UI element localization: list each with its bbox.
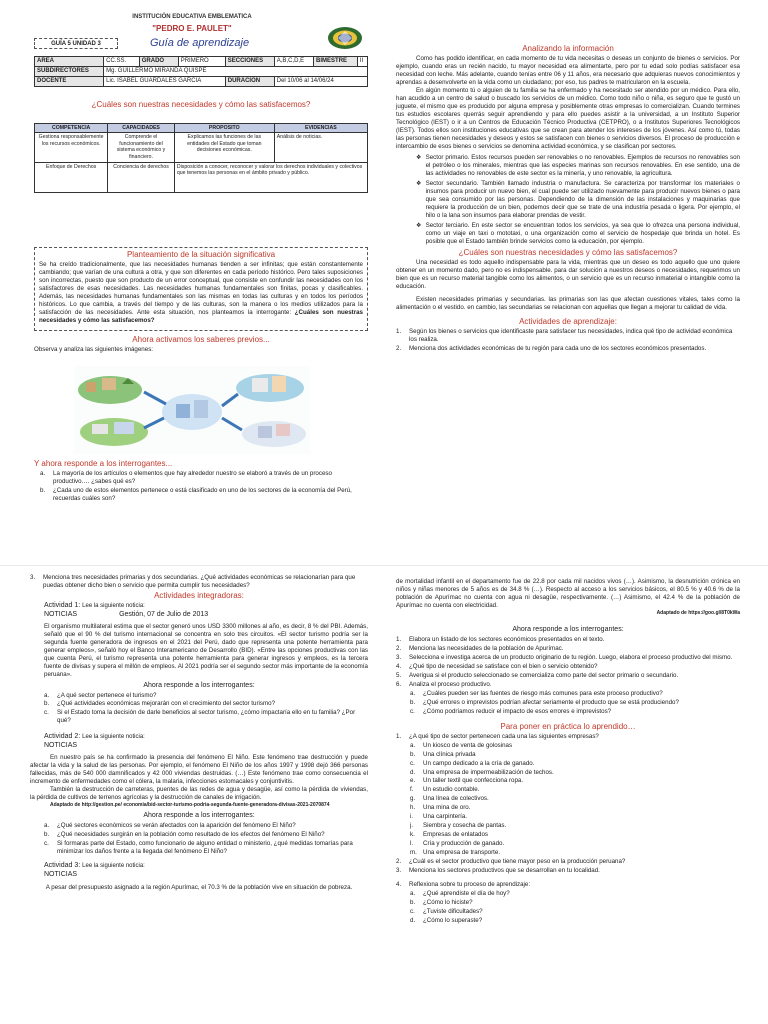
situation-text — [39, 261, 363, 325]
item-text: La mayoría de los artículos o elementos que hay alrededor nuestro se elaboró a través de un proceso productivo…. ¿sabes qué es? — [53, 470, 332, 486]
item-marker: c. — [410, 759, 415, 767]
item-marker: 5. — [396, 671, 402, 679]
diamond-bullet-icon: ❖ — [416, 221, 422, 229]
item-text: Menciona los sectores productivos que se desarrollan en tu localidad. — [409, 866, 600, 874]
item-text: Una empresa de transporte. — [423, 848, 501, 856]
news-date: Gestión, 07 de Julio de 2013 — [119, 611, 209, 619]
item-marker: a. — [44, 691, 50, 699]
respond1-section — [34, 459, 368, 504]
list-item — [44, 822, 368, 830]
item-marker: a. — [44, 822, 50, 830]
list-item — [40, 470, 368, 486]
duration-value: Del 10/06 al 14/06/24 — [274, 77, 367, 87]
item-marker: b. — [410, 750, 416, 758]
item-marker: 3. — [30, 574, 36, 581]
item-text: ¿Qué tipo de necesidad se satisface con el bien o servicio obtenido? — [409, 662, 598, 670]
activity2-label: Actividad 2: — [44, 733, 81, 741]
sector-tertiary-text: Sector terciario. En este sector se encuentran todos los servicios, ya sea que lo ofrezca una persona individual, como un viaje en taxi o mototaxi, o una organización como el servicio de hospedaje que brinda un hotel. Es posible que el Estado también brinde servicios como la educación, por ejemplo. — [425, 221, 740, 245]
diamond-bullet-icon: ❖ — [416, 154, 422, 162]
analysis-p3: Una necesidad es todo aquello indispensable para la vida, mientras que un deseo es todo aquello que uno quiere obtener en un momento dado, pero no es indispensable. para dar solución a nuestros deseos o necesidades, requerimos un bien que es un recurso material tangible como los alimentos, o un servicio que es un recurso inmaterial o intangible como la educación. — [396, 259, 740, 290]
item-marker: g. — [410, 795, 416, 803]
item-marker: a. — [410, 689, 416, 697]
item-text: ¿Cómo lo hiciste? — [423, 898, 473, 906]
item-text: ¿Tuviste dificultades? — [423, 907, 483, 915]
sector-secondary-text: Sector secundario. También llamado industria o manufactura. Se caracteriza por transformar los materiales o insumos para producir un nuevo bien, el cual puede ser utilizado nuevamente para producir nuevos bienes o para que sea consumido por las personas. Dependiendo de la dimensión de las instalaciones y maquinarias que requiere la producción de un bien, podemos decir que se trate de una industria pesada o ligera. Por ejemplo, el hilo o la lana son insumos para elaborar prendas de vestir. — [425, 180, 740, 220]
bimester-value: II — [357, 57, 367, 67]
list-item — [410, 786, 740, 794]
list-item — [396, 328, 740, 344]
item-text: ¿Cuáles pueden ser las fuentes de riesgo más comunes para este proceso productivo? — [423, 689, 663, 697]
item-text: Un campo dedicado a la cría de ganado. — [423, 759, 535, 767]
list-item — [410, 813, 740, 821]
analysis-p4: Existen necesidades primarias y secundarias. las primarias son las que afectan cuestiones vitales, tales como la alimentación o el vestido. en cambio, las secundarias se relacionan con aquellas que llegan a mejorar tu calidad de vida. — [396, 295, 740, 311]
previous-instruction: Observa y analiza las siguientes imágenes: — [34, 346, 154, 353]
main-question: ¿Cuáles son nuestras necesidades y cómo las satisfacemos? — [91, 100, 311, 109]
list-item — [396, 654, 740, 662]
item-text: Si el Estado toma la decisión de darle beneficios al sector turismo, ¿cómo impactaría ello en tu familia? ¿Por qué? — [57, 709, 356, 725]
item-text: ¿Qué necesidades surgirán en la población como resultado de los efectos del fenómeno El Niño? — [57, 831, 325, 839]
activity2 — [44, 733, 368, 751]
list-item — [410, 760, 740, 768]
list-item — [396, 636, 740, 644]
item-text: ¿Qué actividades económicas mejorarán con el crecimiento del sector turismo? — [57, 700, 276, 708]
sector-primary-text: Sector primario. Estos recursos pueden ser renovables o no renovables. Ejemplos de recursos no renovables son el petróleo o los minerales, mientras que las especies marinas son recursos renovables. En ese sentido, una de las actividades no renovables de este sector es la minería, y uno renovable, la agricultura. — [425, 154, 740, 178]
activity1-read: Lee la siguiente noticia: — [82, 603, 145, 610]
list-item — [44, 840, 368, 856]
subdirectors-value: Mg. GUILLERMO MIRANDA QUISPE — [104, 67, 368, 77]
item-marker: h. — [410, 804, 416, 812]
activity1-label: Actividad 1: — [44, 602, 81, 610]
grade-key: GRADO — [139, 57, 178, 67]
teacher-value: Lic. ISABEL GUARDALES GARCIA — [104, 77, 226, 87]
list-item — [410, 840, 740, 848]
item-text: Una empresa de impermeabilización de techos. — [423, 768, 554, 776]
cell-competencia: Gestiona responsablemente los recursos económicos. — [35, 133, 108, 163]
item-marker: b. — [40, 487, 46, 495]
grade-value: PRIMERO — [178, 57, 225, 67]
item-marker: c. — [44, 709, 49, 717]
col-proposito: PROPOSITO — [174, 124, 274, 133]
sections-value: A,B,C,D,E — [274, 57, 313, 67]
situation-box — [34, 247, 368, 331]
list-item — [410, 804, 740, 812]
activity3-text: A pesar del presupuesto asignado a la región Apurímac, el 70.3 % de la población vive en situación de pobreza. — [45, 883, 353, 891]
cell-disposicion: Disposición a conocer, reconocer y valorar los derechos individuales y colectivos que tenemos las personas en el ámbito privado y público. — [174, 162, 367, 192]
page-divider — [0, 565, 768, 566]
area-value: CC.SS. — [104, 57, 140, 67]
item-marker: l. — [410, 840, 414, 848]
item-text: Averigua si el producto seleccionado se comercializa como parte del sector primario o secundario. — [409, 671, 679, 679]
guide-title: Guía de aprendizaje — [150, 37, 250, 49]
bimester-key: BIMESTRE — [314, 57, 358, 67]
item-text: Una línea de colectivos. — [423, 795, 489, 803]
item-text: ¿Qué aprendiste el día de hoy? — [423, 889, 510, 897]
item-marker: 1. — [396, 636, 402, 644]
analysis-p2: En algún momento tú o alguien de tu familia se ha enfermado y ha necesitado ser atendido por un médico. Para ello, han acudido a un centro de salud o buscado los servicios de un médico. Como todo niño o niña, es seguro que te gustó un juguete, el mismo que es producido por alguna empresa y posiblemente otras empresas lo comercializan. Cuando termines tus estudios escolares querrás seguir aprendiendo y para ello puedes asistir a la universidad, a un Instituto Superior Tecnológico (IEST) o ir a un Centros de Educación Técnico Productiva (CETPRO), o a Institutos Superiores Tecnológicos (IEST). Todos ellos son instituciones educativas que se crean para atender los intereses de los jóvenes. Así como tú, todas las personas tienen necesidades y deseos y estos se satisfacen con bienes o servicios diversos. El proceso de producción e intercambio de esos bienes o servicios se denomina actividad económica, y se clasifican por sectores. — [396, 86, 740, 150]
item-marker: 3. — [396, 653, 402, 661]
item-marker: 4. — [396, 662, 402, 670]
list-item — [410, 899, 740, 907]
practice-title: Para poner en práctica lo aprendido… — [500, 721, 636, 731]
item-marker: a. — [410, 741, 416, 749]
integrating-title: Actividades integradoras: — [154, 590, 244, 600]
list-item — [410, 890, 740, 898]
item-marker: d. — [410, 768, 416, 776]
previous-title-text: Ahora activamos los saberes previos... — [132, 335, 270, 344]
item-text: ¿Qué errores o imprevistos podrían afectar seriamente el producto que se está produciendo? — [423, 698, 679, 706]
item-marker: 1. — [396, 732, 402, 740]
cell-conciencia: Conciencia de derechos — [108, 162, 175, 192]
activity3-label: Actividad 3: — [44, 861, 81, 869]
item-text: Según los bienes o servicios que identificaste para satisfacer tus necesidades, indica qué tipo de actividad económica los realiza. — [409, 327, 733, 343]
item-marker: e. — [410, 777, 416, 785]
list-item — [410, 751, 740, 759]
list-item — [30, 574, 368, 590]
list-item — [410, 699, 740, 707]
sector-item — [416, 180, 740, 220]
item-text: Una carpintería. — [423, 813, 468, 821]
list-item — [396, 645, 740, 653]
situation-title: Planteamiento de la situación significativa — [126, 250, 276, 259]
item-marker: a. — [40, 470, 46, 478]
news-label: NOTICIAS — [44, 870, 78, 878]
activity2-source: Adaptado de http://gestion.pe/ economia/bid-sector-turismo-podria-segunda-fuente-generadora-divisas-2021-2070874 — [50, 801, 330, 808]
item-text: ¿Cómo lo superaste? — [423, 916, 483, 924]
continued-source: Adaptado de https://goo.gl/8T0kWa — [656, 609, 740, 616]
list-item — [44, 692, 368, 700]
subdirectors-key: SUBDIRECTORES — [35, 67, 104, 77]
list-item — [410, 917, 740, 925]
item-text: Una clínica privada — [423, 750, 476, 758]
page2-right — [396, 578, 740, 925]
diamond-bullet-icon: ❖ — [416, 180, 422, 188]
cell-enfoque: Enfoque de Derechos — [35, 162, 108, 192]
item-marker: 2. — [396, 344, 402, 352]
activity1 — [44, 602, 368, 678]
analysis-title: Analizando la información — [522, 44, 614, 53]
list-item — [44, 700, 368, 708]
info-table — [34, 56, 368, 87]
activity2-text2: También la destrucción de carreteras, puentes de las redes de agua y desagüe, así como la pérdida de viviendas, la pérdida de cultivos de terrenos agrícolas y la destrucción de canales de irrigación. — [30, 785, 368, 801]
item-text: ¿A qué tipo de sector pertenecen cada una las siguientes empresas? — [409, 732, 599, 740]
list-item — [396, 867, 740, 875]
item-marker: c. — [410, 907, 415, 915]
area-key: AREA — [35, 57, 104, 67]
list-item — [410, 690, 740, 698]
list-item — [396, 733, 740, 741]
item-marker: 2. — [396, 857, 402, 865]
sector-item — [416, 222, 740, 246]
col-competencia: COMPETENCIA — [35, 124, 108, 133]
list-item — [396, 345, 740, 353]
list-item — [396, 881, 740, 889]
production-infographic — [74, 366, 310, 454]
analysis-question: ¿Cuáles son nuestras necesidades y cómo las satisfacemos? — [458, 247, 678, 257]
list-item — [396, 663, 740, 671]
situation-body: Se ha creído tradicionalmente, que las necesidades humanas tienden a ser infinitas; que están constantemente cambiando; que varían de una cultura a otra, y que son diferentes en cada período histórico. Pero tales suposiciones son incorrectas, puesto que son producto de un error conceptual, que consiste en confundir las necesidades con los satisfactores de esas necesidades. Las necesidades humanas fundamentales son finitas, pocas y clasificables. Además, las necesidades humanas fundamentales son las mismas en todas las culturas y en todos los períodos históricos. Lo que cambia, a través del tiempo y de las culturas, son la manera o los medios utilizados para la satisfacción de las necesidades. Ante esta situación, nos planteamos la interrogante: — [39, 261, 363, 316]
item-text: Menciona dos actividades económicas de tu región para cada uno de los sectores económicos presentados. — [409, 344, 707, 352]
activities-title: Actividades de aprendizaje: — [519, 316, 617, 326]
respond-title: Ahora responde a los interrogantes: — [143, 812, 255, 820]
previous-title — [34, 335, 368, 345]
item-marker: b. — [44, 831, 50, 839]
item-marker: i. — [410, 813, 414, 821]
sector-item — [416, 154, 740, 178]
list-item — [44, 709, 368, 725]
activity1-text: El organismo multilateral estima que el sector generó unos USD 3300 millones al año, es decir, 8 % del PBI. Además, señaló que el 90 % del turismo internacional se concentra en solo tres circuitos. «El sector turismo podría ser la segunda fuente generadora de ingresos en el 2021 del Perú, dado que representa una potente herramienta para generar empleos», señaló hoy el Banco Interamericano de Desarrollo (BID). «Entre las opciones productivas con las que cuenta Perú, el turismo representa una potente herramienta para generar ingresos y empleos, es la tercera fuente de divisas y supera el millón de empleos. Al 2021 podría ser el segundo sector más importante de la economía peruana». — [44, 623, 368, 678]
item-text: Menciona las necesidades de la población de Apurímac. — [409, 645, 564, 653]
list-item — [410, 822, 740, 830]
cell-capacidades: Comprende el funcionamiento del sistema económico y financiero. — [108, 133, 175, 163]
item-marker: 4. — [396, 880, 402, 888]
school-name: "PEDRO E. PAULET" — [152, 24, 232, 33]
list-item — [396, 681, 740, 689]
duration-key: DURACION — [225, 77, 274, 87]
item-text: Un kiosco de venta de golosinas — [423, 741, 513, 749]
list-item — [410, 795, 740, 803]
respond-title: Ahora responde a los interrogantes: — [143, 681, 255, 689]
activity3 — [44, 862, 368, 880]
item-marker: b. — [44, 700, 50, 708]
list-item — [410, 708, 740, 716]
list-item — [410, 742, 740, 750]
item-text: Si formaras parte del Estado, como funcionario de alguno entidad o ministerio, ¿qué medidas tomarías para minimizar los daños frente a la llegada del fenómeno El Niño? — [57, 840, 353, 855]
sections-key: SECCIONES — [225, 57, 274, 67]
cell-evidencias: Análisis de noticias. — [274, 133, 367, 163]
item-marker: k. — [410, 831, 415, 839]
item-marker: 1. — [396, 327, 402, 335]
item-text: ¿A qué sector pertenece el turismo? — [57, 691, 157, 699]
respond-title: Ahora responde a los interrogantes: — [512, 626, 624, 634]
analysis-section — [396, 44, 740, 354]
item-marker: c. — [410, 707, 415, 715]
item-marker: c. — [44, 840, 49, 848]
item-text: Analiza el proceso productivo. — [409, 680, 492, 688]
item-text: Una mina de oro. — [423, 804, 471, 812]
continued-text: de mortalidad infantil en el departamento fue de 22.8 por cada mil nacidos vivos (…). Asimismo, la desnutrición crónica en niños y niñas menores de 5 años es de 34.8 % (…). Respecto al acceso a los servicios básicos, el 80.5 % y 40.6 % de la población de Apurímac no cuenta con agua ni desagüe, respectivamente. (…) Asimismo, el 42.4 % de la población de Apurímac no cuenta con electricidad. — [396, 578, 740, 609]
list-item — [396, 672, 740, 680]
item-text: Cría y producción de ganado. — [423, 840, 505, 848]
situation-question: ¿Cuáles son nuestras necesidades y cómo las satisfacemos? — [39, 308, 363, 324]
item-marker: j. — [410, 822, 414, 830]
list-item — [410, 769, 740, 777]
list-item — [410, 849, 740, 857]
school-logo-icon — [326, 26, 364, 50]
item-text: Siembra y cosecha de pantas. — [423, 822, 507, 830]
news-label: NOTICIAS — [44, 611, 78, 619]
item-marker: d. — [410, 916, 416, 924]
guide-unit-label: GUÍA 5 UNIDAD 3 — [34, 38, 118, 49]
respond1-title: Y ahora responde a los interrogantes... — [34, 459, 173, 468]
competency-table — [34, 123, 368, 193]
item-marker: 6. — [396, 680, 402, 688]
list-item — [410, 831, 740, 839]
cell-proposito: Explicamos las funciones de las entidades del Estado que toman decisiones económicas. — [174, 133, 274, 163]
news-label: NOTICIAS — [44, 742, 78, 750]
item-text: Un estudio contable. — [423, 786, 480, 794]
item-text: ¿Cómo podríamos reducir el impacto de esos errores e imprevistos? — [423, 707, 612, 715]
item-marker: m. — [410, 848, 417, 856]
item-text: Selecciona e investiga acerca de un producto originario de tu región. Luego, elabora el proceso productivo del mismo. — [409, 653, 733, 661]
page2-left — [30, 573, 368, 892]
list-item — [44, 831, 368, 839]
list-item — [40, 487, 368, 503]
item-text: Empresas de enlatados — [423, 831, 489, 839]
activity2-text1: En nuestro país se ha confirmado la presencia del fenómeno El Niño. Este fenómeno trae destrucción y puede afectar la vida y la salud de las personas. Por ejemplo, el fenómeno El Niño de los años 1997 y 1998 dejó 366 personas fallecidas, más de 540 000 damnificados y 42 000 viviendas destruidas. (…) Este fenómeno trae como consecuencia el incremento de enfermedades como el cólera, la malaria, infecciones estomacales y conjuntivitis. — [30, 754, 368, 785]
col-evidencias: EVIDENCIAS — [274, 124, 367, 133]
item-marker: a. — [410, 889, 416, 897]
activity3-read: Lee la siguiente noticia: — [82, 862, 145, 869]
teacher-key: DOCENTE — [35, 77, 104, 87]
analysis-p1: Como has podido identificar, en cada momento de tu vida necesitas o deseas un conjunto de bienes o servicios. Por ejemplo, cuando eras un recién nacido, tu mayor necesidad era alimentarte, pero por tu edad solo podías satisfacer esa necesidad con leche. Más adelante, cuando tenías entre 06 y 11 años, era necesario que adquieras nuevos conocimientos y aprendas a desenvolverte en la vida como un ciudadano; por eso, tus padres te matricularon en la escuela. — [396, 55, 740, 87]
item-marker: f. — [410, 786, 414, 794]
institution-name: INSTITUCIÓN EDUCATIVA EMBLEMATICA — [132, 14, 252, 20]
item-marker: 3. — [396, 866, 402, 874]
list-item — [410, 777, 740, 785]
item-text: ¿Cada uno de estos elementos pertenece o está clasificado en uno de los sectores de la economía del Perú, recuerdas cuáles son? — [53, 487, 352, 503]
item-marker: 2. — [396, 645, 402, 653]
item-text: Elabora un listado de los sectores económicos presentados en el texto. — [409, 636, 605, 644]
item-marker: b. — [410, 898, 416, 906]
item-text: Reflexiona sobre tu proceso de aprendizaje: — [409, 880, 531, 888]
item-text: Menciona tres necesidades primarias y dos secundarias. ¿Qué actividades económicas se relacionarían para que puedas obtener dicho bien o servicio que permita cumplir tus necesidades? — [43, 574, 356, 589]
list-item — [410, 908, 740, 916]
item-text: ¿Qué sectores económicos se verán afectados con la aparición del fenómeno El Niño? — [57, 822, 296, 830]
item-text: ¿Cuál es el sector productivo que tiene mayor peso en la producción peruana? — [409, 857, 626, 865]
list-item — [396, 858, 740, 866]
col-capacidades: CAPACIDADES — [108, 124, 175, 133]
item-marker: b. — [410, 698, 416, 706]
activity2-read: Lee la siguiente noticia: — [82, 734, 145, 741]
item-text: Un taller textil que confecciona ropa. — [423, 777, 524, 785]
